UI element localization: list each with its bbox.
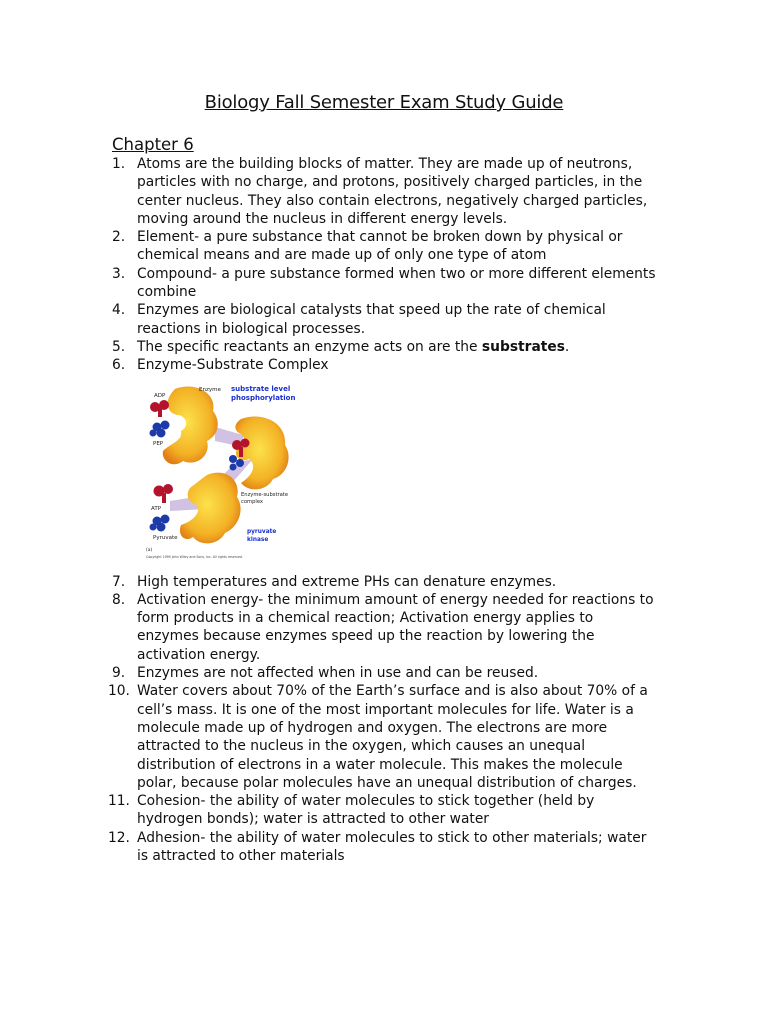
document-title: Biology Fall Semester Exam Study Guide xyxy=(204,92,564,113)
item-number: 2. xyxy=(112,229,126,246)
label-enzyme-substrate: Enzyme-substrate xyxy=(241,491,289,498)
label-pyruvate-kinase-1: pyruvate xyxy=(247,528,277,535)
item-number: 10. xyxy=(108,683,130,700)
chapter-heading: Chapter 6 xyxy=(112,135,194,154)
item-text: High temperatures and extreme PHs can denature enzymes. xyxy=(137,573,557,590)
list-item-6 xyxy=(0,356,657,374)
item-text: Cohesion- the ability of water molecules to stick together (held by hydrogen bonds); water is attracted to other water xyxy=(137,793,595,828)
item-text-bold: substrates xyxy=(481,338,565,355)
label-pyruvate: Pyruvate xyxy=(153,534,178,541)
figure-container xyxy=(0,383,768,561)
item-text xyxy=(137,339,569,355)
item-number: 1. xyxy=(112,156,126,172)
item-number: 8. xyxy=(112,591,126,608)
item-number: 9. xyxy=(112,665,126,682)
item-text-after: . xyxy=(564,338,570,355)
item-number: 11. xyxy=(108,793,130,810)
item-number: 4. xyxy=(112,302,126,319)
label-pep: PEP xyxy=(153,440,164,447)
item-number: 3. xyxy=(112,265,126,282)
list-item-12 xyxy=(0,829,657,866)
item-number: 12. xyxy=(108,829,130,846)
item-text-before: The specific reactants an enzyme acts on are the xyxy=(137,338,482,355)
item-text: Element- a pure substance that cannot be broken down by physical or chemical means and are made up of only one type of atom xyxy=(137,229,623,264)
list-item-4 xyxy=(0,301,657,338)
list-item-11 xyxy=(0,792,657,829)
adp-molecule xyxy=(150,400,169,417)
enzyme-substrate-figure xyxy=(145,383,305,561)
item-text: Water covers about 70% of the Earth’s surface and is also about 70% of a cell’s mass. It is one of the most important molecules for life. Water is a molecule made up of hydrogen and oxygen. The electrons are more attracted to the nucleus in the oxygen, which causes an unequal distribution of electrons in a water molecule. This makes the molecule polar, because polar molecules have an unequal distribution of charges. xyxy=(137,683,648,791)
study-guide-list xyxy=(0,155,768,865)
list-item-5 xyxy=(0,338,657,356)
enzyme-diagram xyxy=(145,383,305,561)
item-text: Compound- a pure substance formed when two or more different elements combine xyxy=(137,265,656,301)
list-item-3 xyxy=(0,265,657,302)
item-number: 7. xyxy=(112,573,126,590)
list-item-9 xyxy=(0,664,657,682)
list-item-7 xyxy=(0,573,657,591)
item-text: Activation energy- the minimum amount of energy needed for reactions to form products in a chemical reaction; Activation energy applies to enzymes because enzymes speed up the reaction by lowering the activation energy. xyxy=(137,591,654,663)
label-substrate-level: substrate level xyxy=(231,384,291,393)
list-item-2 xyxy=(0,228,657,265)
item-number: 6. xyxy=(112,357,126,374)
list-item-1 xyxy=(0,155,657,228)
item-text: Adhesion- the ability of water molecules to stick to other materials; water is attracted to other materials xyxy=(137,829,647,865)
enzyme-shape-1 xyxy=(163,386,218,464)
label-panel: (a) xyxy=(146,547,153,553)
label-complex: complex xyxy=(241,498,263,505)
figure-copyright: Copyright 1999 John Wiley and Sons, Inc. All rights reserved. xyxy=(146,554,243,559)
label-pyruvate-kinase-2: kinase xyxy=(247,536,269,543)
pyruvate-molecule xyxy=(150,514,170,531)
item-text: Enzymes are not affected when in use and can be reused. xyxy=(137,665,539,682)
item-number: 5. xyxy=(112,338,126,355)
item-text: Enzymes are biological catalysts that speed up the rate of chemical reactions in biological processes. xyxy=(137,302,606,337)
list-item-8 xyxy=(0,591,657,664)
label-adp: ADP xyxy=(154,392,166,399)
atp-molecule xyxy=(154,484,174,503)
item-text: Atoms are the building blocks of matter. They are made up of neutrons, particles with no charge, and protons, positively charged particles, in the center nucleus. They also contain electrons, negatively charged particles, moving around the nucleus in different energy levels. xyxy=(137,156,648,227)
label-phosphorylation: phosphorylation xyxy=(231,393,296,402)
pep-molecule xyxy=(150,420,170,437)
label-atp: ATP xyxy=(151,505,162,512)
enzyme-shape-2 xyxy=(235,416,288,489)
label-enzyme: Enzyme xyxy=(199,386,221,393)
item-text: Enzyme-Substrate Complex xyxy=(137,357,329,374)
list-item-10 xyxy=(0,682,657,792)
